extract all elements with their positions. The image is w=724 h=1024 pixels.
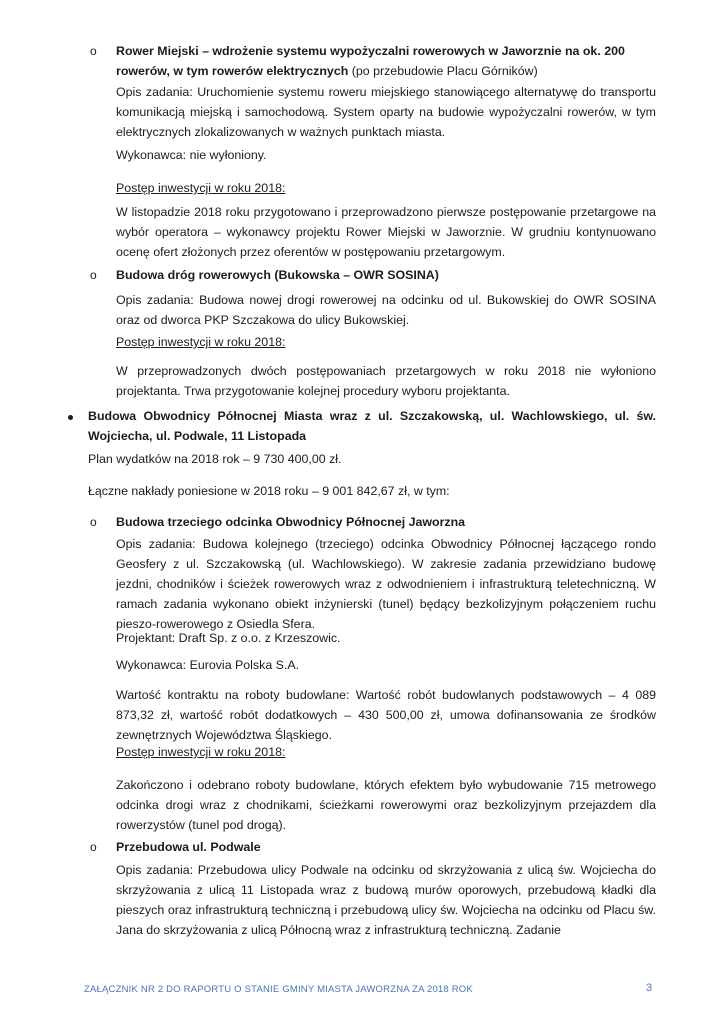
laczne-naklady: Łączne nakłady poniesione w 2018 roku – 9 001 842,67 zł, w tym: — [88, 484, 450, 498]
section-title-rower — [116, 41, 656, 81]
sub-bullet-marker: o — [90, 268, 97, 282]
postep-trzeci-odcinek: Zakończono i odebrano roboty budowlane, których efektem było wybudowanie 715 metrowego odcinka drogi wraz z chodnikami, ścieżkami rowerowymi oraz bezkolizyjnym przejazdem dla rowerzystów (tunel pod drogą). — [116, 778, 656, 832]
opis-podwale: Opis zadania: Przebudowa ulicy Podwale na odcinku od skrzyżowania z ulicą św. Wojciecha do skrzyżowania z ulicą 11 Listopada wraz z budową murów oporowych, przebudową kładki dla pieszych oraz infrastrukturą techniczną i przebudową ulicy św. Wojciecha na odcinku od Placu św. Jana do skrzyżowania z ulicą Północną wraz z infrastrukturą techniczną. Zadanie — [116, 863, 656, 937]
title-rower-bold: Rower Miejski – wdrożenie systemu wypożyczalni rowerowych w Jaworznie na ok. 200 rowerów, w tym rowerów elektrycznych — [116, 44, 625, 78]
sub-bullet-marker: o — [90, 44, 97, 58]
page-footer: ZAŁĄCZNIK NR 2 DO RAPORTU O STANIE GMINY MIASTA JAWORZNA ZA 2018 ROK — [84, 984, 473, 995]
page-number: 3 — [646, 982, 653, 994]
sub-bullet-marker: o — [90, 515, 97, 529]
postep-drogi: W przeprowadzonych dwóch postępowaniach przetargowych w roku 2018 nie wyłoniono projektanta. Trwa przygotowanie kolejnej procedury wyboru projektanta. — [116, 364, 656, 398]
wykonawca-trzeci-odcinek: Wykonawca: Eurovia Polska S.A. — [116, 658, 300, 672]
postep-label-drogi: Postęp inwestycji w roku 2018: — [116, 335, 286, 349]
projektant: Projektant: Draft Sp. z o.o. z Krzeszowic. — [116, 631, 341, 645]
wykonawca-rower: Wykonawca: nie wyłoniony. — [116, 148, 267, 162]
plan-wydatkow: Plan wydatków na 2018 rok – 9 730 400,00 zł. — [88, 452, 342, 466]
section-title-obwodnica: Budowa Obwodnicy Północnej Miasta wraz z ul. Szczakowską, ul. Wachlowskiego, ul. św. Wojciecha, ul. Podwale, 11 Listopada — [88, 409, 656, 443]
postep-rower: W listopadzie 2018 roku przygotowano i przeprowadzono pierwsze postępowanie przetargowe na wybór operatora – wykonawcy projektu Rower Miejski w Jaworznie. W grudniu kontynuowano ocenę ofert złożonych przez oferentów w postępowaniu przetargowym. — [116, 205, 656, 259]
section-title-drogi: Budowa dróg rowerowych (Bukowska – OWR SOSINA) — [116, 268, 439, 282]
main-bullet-dot — [68, 415, 73, 420]
section-title-trzeci-odcinek: Budowa trzeciego odcinka Obwodnicy Północnej Jaworzna — [116, 515, 466, 529]
opis-trzeci-odcinek: Opis zadania: Budowa kolejnego (trzeciego) odcinka Obwodnicy Północnej łączącego rondo Geosfery z ul. Szczakowską (ul. Wachlowskiego). W zakresie zadania przewidziano budowę jezdni, chodników i ścieżek rowerowych wraz z odwodnieniem i infrastrukturą teletechniczną. W ramach zadania wykonano obiekt inżynierski (tunel) będący bezkolizyjnym połączeniem ruchu pieszo-rowerowego z Osiedla Sfera. — [116, 537, 656, 631]
sub-bullet-marker: o — [90, 840, 97, 854]
opis-rower: Opis zadania: Uruchomienie systemu roweru miejskiego stanowiącego alternatywę do transportu komunikacją miejską i samochodową. System oparty na budowie wypożyczalni rowerów, w tym elektrycznych zlokalizowanych w ważnych punktach miasta. — [116, 85, 656, 139]
section-title-podwale: Przebudowa ul. Podwale — [116, 840, 261, 854]
title-rower-suffix: (po przebudowie Placu Górników) — [348, 64, 538, 78]
opis-drogi: Opis zadania: Budowa nowej drogi rowerowej na odcinku od ul. Bukowskiej do OWR SOSINA oraz od dworca PKP Szczakowa do ulicy Bukowskiej. — [116, 293, 656, 327]
postep-label-trzeci: Postęp inwestycji w roku 2018: — [116, 745, 286, 759]
postep-label-rower: Postęp inwestycji w roku 2018: — [116, 181, 286, 195]
wartosc-kontraktu: Wartość kontraktu na roboty budowlane: Wartość robót budowlanych podstawowych – 4 089 873,32 zł, wartość robót dodatkowych – 430 500,00 zł, umowa dofinansowania ze środków zewnętrznych Województwa Śląskiego. — [116, 688, 656, 742]
